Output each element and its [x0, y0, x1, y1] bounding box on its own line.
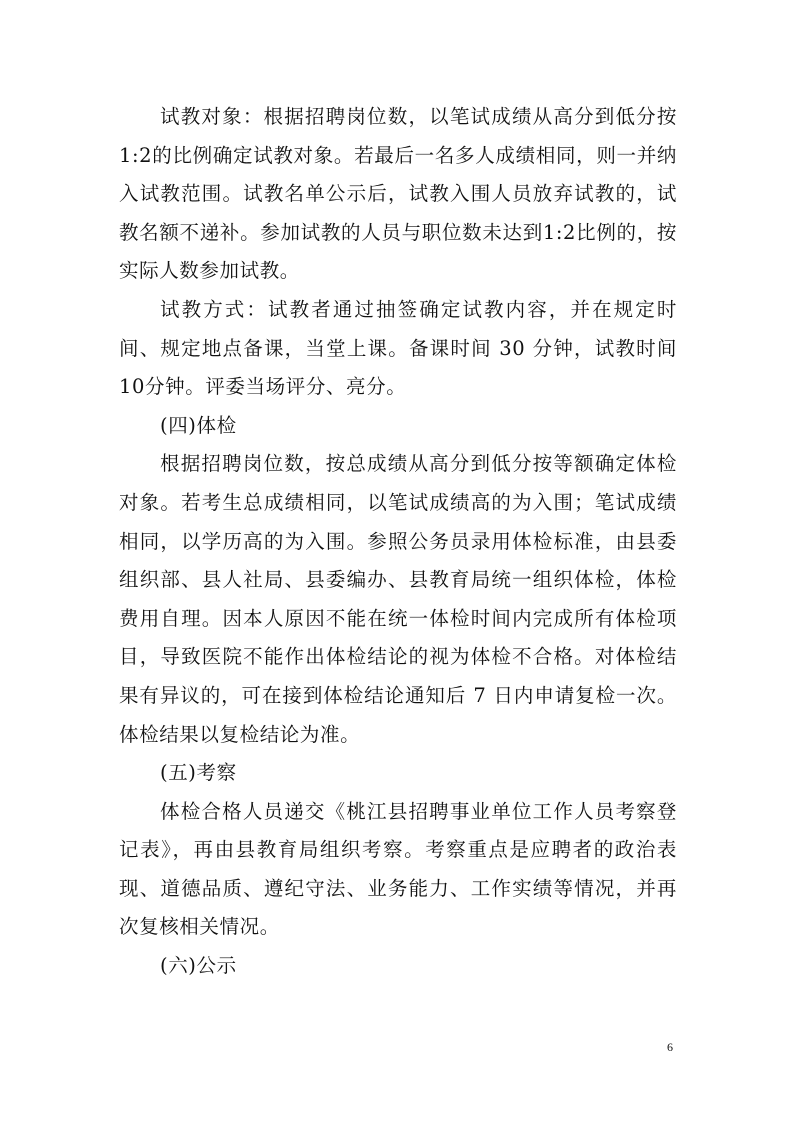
paragraph-physical-exam: 根据招聘岗位数，按总成绩从高分到低分按等额确定体检对象。若考生总成绩相同，以笔试成绩高的为入围；笔试成绩相同，以学历高的为入围。参照公务员录用体检标准，由县委组织部、县人社局、县委编办、县教育局统一组织体检，体检费用自理。因本人原因不能在统一体检时间内完成所有体检项目，导致医院不能作出体检结论的视为体检不合格。对体检结果有异议的，可在接到体检结论通知后 7 日内申请复检一次。体检结果以复检结论为准。	[119, 452, 677, 746]
section-heading-inspection: (五)考察	[160, 761, 237, 785]
document-body	[119, 98, 677, 986]
paragraph-trial-teaching-target: 试教对象：根据招聘岗位数，以笔试成绩从高分到低分按1:2的比例确定试教对象。若最后一名多人成绩相同，则一并纳入试教范围。试教名单公示后，试教入围人员放弃试教的，试教名额不递补。参加试教的人员与职位数未达到1:2比例的，按实际人数参加试教。	[119, 105, 677, 283]
paragraph-trial-teaching-method: 试教方式：试教者通过抽签确定试教内容，并在规定时间、规定地点备课，当堂上课。备课时间 30 分钟，试教时间10分钟。评委当场评分、亮分。	[119, 297, 677, 399]
section-heading-physical-exam: (四)体检	[160, 413, 237, 437]
page-number: 6	[667, 1040, 673, 1054]
section-heading-publicity: (六)公示	[160, 954, 237, 978]
paragraph-inspection: 体检合格人员递交《桃江县招聘事业单位工作人员考察登记表》，再由县教育局组织考察。考察重点是应聘者的政治表现、道德品质、遵纪守法、业务能力、工作实绩等情况，并再次复核相关情况。	[119, 799, 677, 939]
